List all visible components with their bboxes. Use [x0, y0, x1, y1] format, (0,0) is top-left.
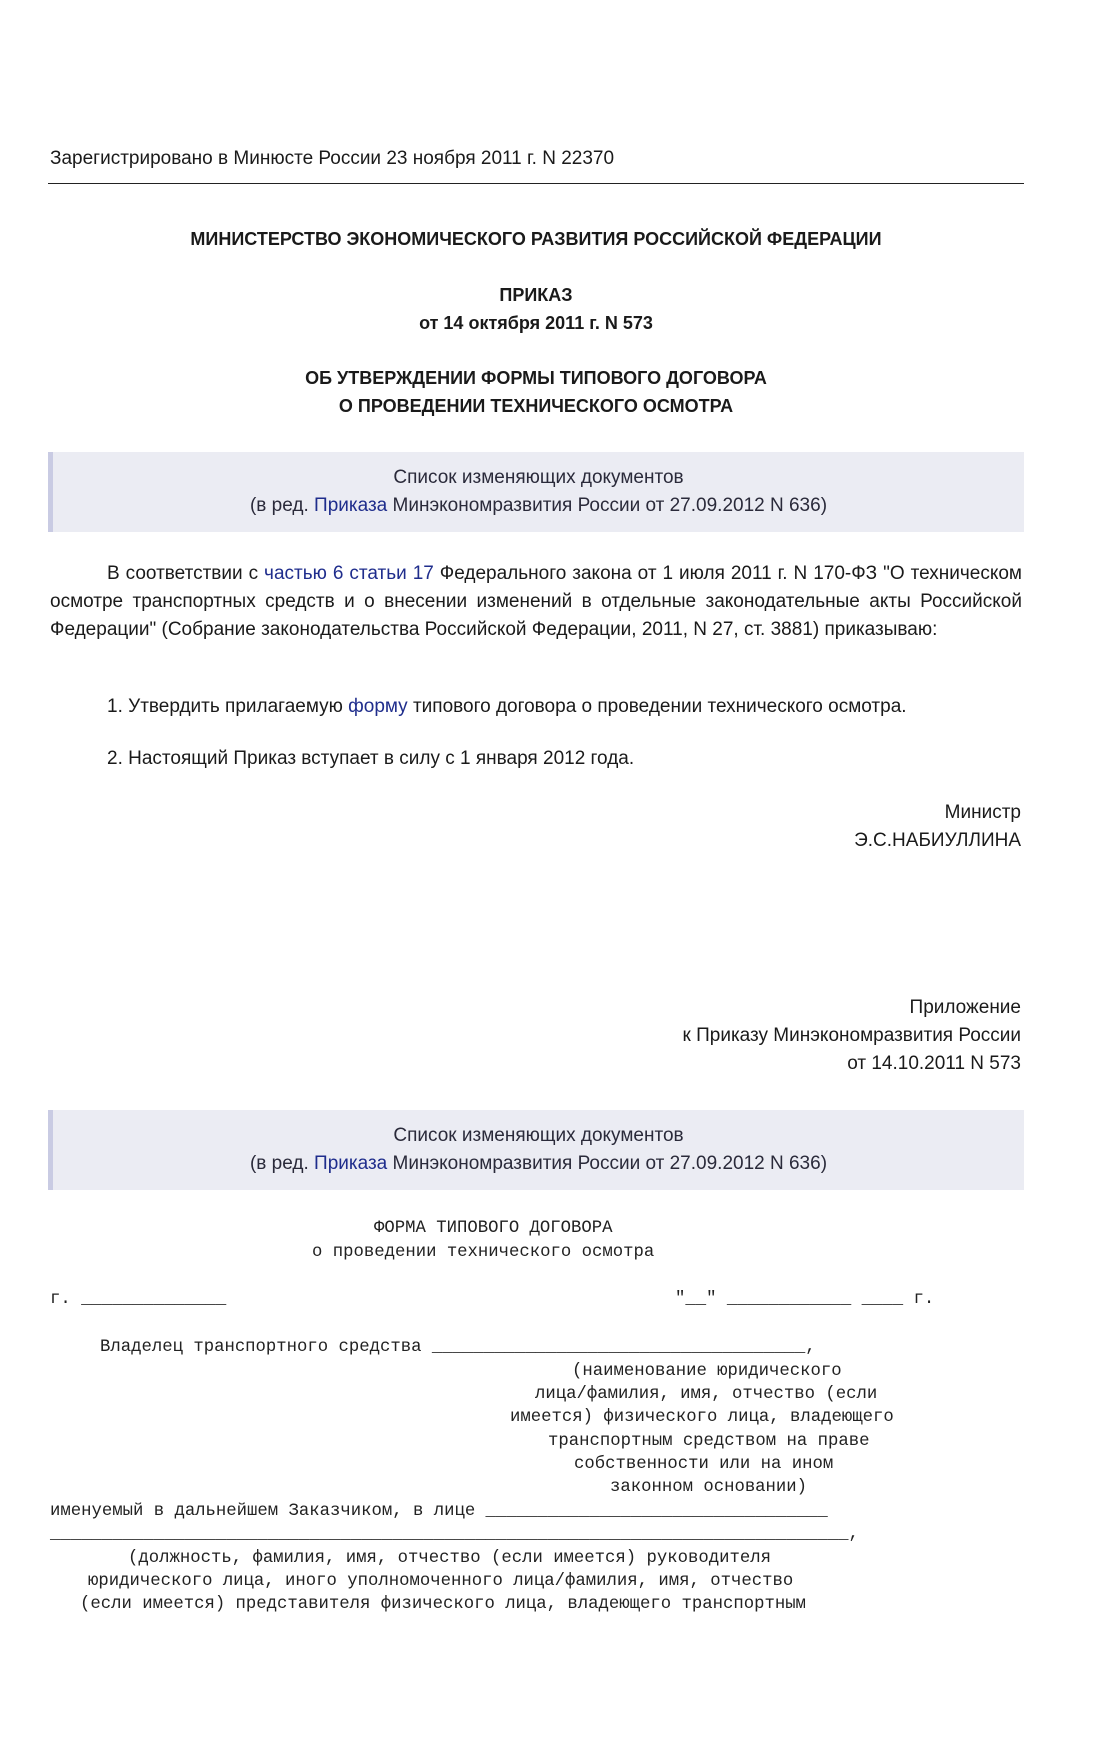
owner-note-3: имеется) физического лица, владеющего: [510, 1408, 894, 1427]
appendix-line-1: Приложение: [909, 997, 1021, 1018]
signature-name: Э.С.НАБИУЛЛИНА: [854, 830, 1021, 851]
changes-box-appendix: [48, 1110, 1024, 1190]
appendix-line-3: от 14.10.2011 N 573: [847, 1053, 1021, 1074]
order-title: ПРИКАЗ: [499, 285, 573, 305]
owner-note-2: лица/фамилия, имя, отчество (если: [535, 1385, 878, 1404]
form-owner-line: Владелец транспортного средства ____________________________________,: [100, 1338, 816, 1357]
law-article-link[interactable]: частью 6 статьи 17: [264, 563, 434, 584]
registration-note: Зарегистрировано в Минюсте России 23 ноября 2011 г. N 22370: [50, 148, 615, 169]
changes-title: Список изменяющих документов: [393, 1125, 684, 1146]
changes-prefix: (в ред.: [249, 495, 315, 516]
changes-box: [48, 452, 1024, 532]
changes-suffix: Минэкономразвития России от 27.09.2012 N 636): [387, 1153, 828, 1174]
form-customer-line: именуемый в дальнейшем Заказчиком, в лице _________________________________: [50, 1502, 828, 1521]
changes-order-link[interactable]: Приказа: [314, 495, 388, 516]
changes-suffix: Минэкономразвития России от 27.09.2012 N 636): [387, 495, 828, 516]
changes-order-link[interactable]: Приказа: [314, 1153, 388, 1174]
owner-note-1: (наименование юридического: [572, 1362, 842, 1381]
ministry-heading: МИНИСТЕРСТВО ЭКОНОМИЧЕСКОГО РАЗВИТИЯ РОССИЙСКОЙ ФЕДЕРАЦИИ: [190, 229, 882, 249]
preamble-end: Федерального закона от 1 июля 2011 г. N 170-ФЗ "О техническом осмотре транспортных средств и о внесении изменений в отдельные законодательные акты Российской Федерации" (Собрание законодательства Российской Федерации, 2011, N 27, ст. 3881) приказываю:: [50, 563, 1022, 640]
order-subject-line-2: О ПРОВЕДЕНИИ ТЕХНИЧЕСКОГО ОСМОТРА: [338, 396, 734, 416]
changes-edition: [53, 1153, 1024, 1175]
item1-end: типового договора о проведении технического осмотра.: [407, 696, 907, 717]
form-subtitle: о проведении технического осмотра: [312, 1243, 655, 1262]
preamble-paragraph: [50, 560, 1022, 644]
order-item-1: [107, 696, 907, 718]
form-date: "__" ____________ ____ г.: [675, 1290, 935, 1309]
item1-start: 1. Утвердить прилагаемую: [107, 696, 349, 717]
rep-note-3: (если имеется) представителя физического лица, владеющего транспортным: [80, 1595, 806, 1614]
rep-note-1: (должность, фамилия, имя, отчество (если имеется) руководителя: [128, 1549, 771, 1568]
rep-note-2: юридического лица, иного уполномоченного лица/фамилия, имя, отчество: [88, 1572, 794, 1591]
owner-note-4: транспортным средством на праве: [548, 1432, 870, 1451]
signature-position: Министр: [944, 802, 1021, 823]
header-divider: [48, 183, 1024, 184]
form-customer-line-2: _____________________________________________________________________________,: [50, 1525, 859, 1544]
appendix-line-2: к Приказу Минэкономразвития России: [682, 1025, 1021, 1046]
changes-prefix: (в ред.: [249, 1153, 315, 1174]
order-subject-line-1: ОБ УТВЕРЖДЕНИИ ФОРМЫ ТИПОВОГО ДОГОВОРА: [305, 368, 767, 388]
form-title: ФОРМА ТИПОВОГО ДОГОВОРА: [374, 1219, 613, 1238]
changes-title: Список изменяющих документов: [393, 467, 684, 488]
order-item-2: 2. Настоящий Приказ вступает в силу с 1 января 2012 года.: [107, 748, 635, 769]
changes-edition: [53, 495, 1024, 517]
owner-note-5: собственности или на ином: [574, 1455, 834, 1474]
preamble-start: В соответствии с: [107, 563, 265, 584]
owner-note-6: законном основании): [610, 1478, 808, 1497]
form-city: г. ______________: [50, 1290, 227, 1309]
order-date: от 14 октября 2011 г. N 573: [419, 313, 653, 333]
form-link[interactable]: форму: [348, 696, 408, 717]
